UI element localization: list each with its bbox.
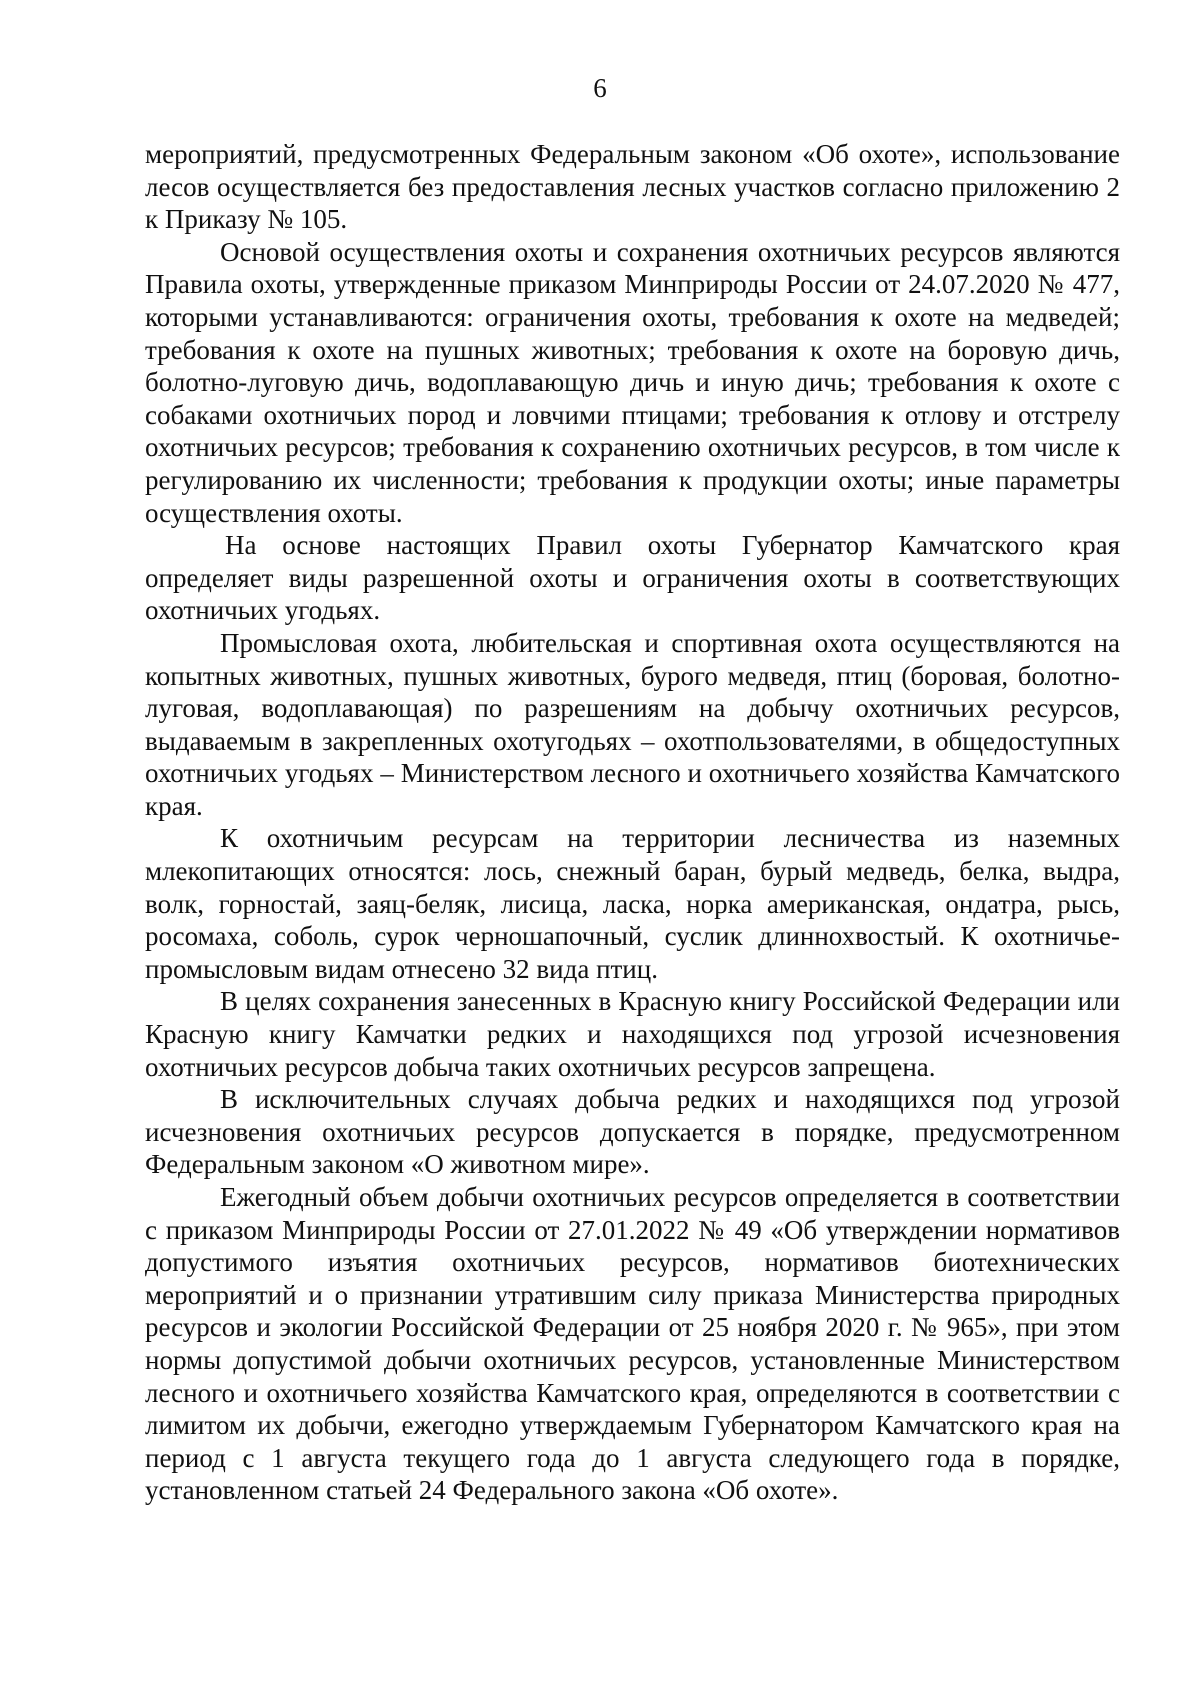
paragraph-hunting-rules: Основой осуществления охоты и сохранения охотничьих ресурсов являются Правила охоты, утвержденные приказом Минприроды России от 24.07.2020 № 477, которыми устанавливаются: ограничения охоты, требования к охоте на медведей; требования к охоте на пушных животных; требования к охоте на боровую дичь, болотно-луговую дичь, водоплавающую дичь и иную дичь; требования к охоте с собаками охотничьих пород и ловчими птицами; требования к отлову и отстрелу охотничьих ресурсов; требования к сохранению охотничьих ресурсов, в том числе к регулированию их численности; требования к продукции охоты; иные параметры осуществления охоты. — [145, 236, 1120, 528]
document-body — [145, 138, 1120, 1507]
paragraph-exceptional-cases: В исключительных случаях добыча редких и находящихся под угрозой исчезновения охотничьих ресурсов допускается в порядке, предусмотренном Федеральным законом «О животном мире». — [145, 1084, 1120, 1180]
page-number: 6 — [593, 73, 607, 103]
paragraph-annual-volume: Ежегодный объем добычи охотничьих ресурсов определяется в соответствии с приказом Минприроды России от 27.01.2022 № 49 «Об утверждении нормативов допустимого изъятия охотничьих ресурсов, нормативов биотехнических мероприятий и о признании утратившим силу приказа Министерства природных ресурсов и экологии Российской Федерации от 25 ноября 2020 г. № 965», при этом нормы допустимой добычи охотничьих ресурсов, установленные Министерством лесного и охотничьего хозяйства Камчатского края, определяются в соответствии с лимитом их добычи, ежегодно утверждаемым Губернатором Камчатского края на период с 1 августа текущего года до 1 августа следующего года в порядке, установленном статьей 24 Федерального закона «Об охоте». — [145, 1182, 1120, 1506]
paragraph-continuation: мероприятий, предусмотренных Федеральным законом «Об охоте», использование лесов осуществляется без предоставления лесных участков согласно приложению 2 к Приказу № 105. — [145, 139, 1120, 235]
paragraph-hunting-resources: К охотничьим ресурсам на территории лесничества из наземных млекопитающих относятся: лось, снежный баран, бурый медведь, белка, выдра, волк, горностай, заяц-беляк, лисица, ласка, норка американская, ондатра, рысь, росомаха, соболь, сурок черношапочный, суслик длиннохвостый. К охотничье-промысловым видам отнесено 32 вида птиц. — [145, 823, 1120, 984]
paragraph-hunting-types: Промысловая охота, любительская и спортивная охота осуществляются на копытных животных, пушных животных, бурого медведя, птиц (боровая, болотно-луговая, водоплавающая) по разрешениям на добычу охотничьих ресурсов, выдаваемым в закрепленных охотугодьях – охотпользователями, в общедоступных охотничьих угодьях – Министерством лесного и охотничьего хозяйства Камчатского края. — [145, 627, 1120, 821]
paragraph-governor-definition: На основе настоящих Правил охоты Губернатор Камчатского края определяет виды разрешенной охоты и ограничения охоты в соответствующих охотничьих угодьях. — [145, 530, 1120, 626]
paragraph-red-book: В целях сохранения занесенных в Красную книгу Российской Федерации или Красную книгу Камчатки редких и находящихся под угрозой исчезновения охотничьих ресурсов добыча таких охотничьих ресурсов запрещена. — [145, 986, 1120, 1082]
